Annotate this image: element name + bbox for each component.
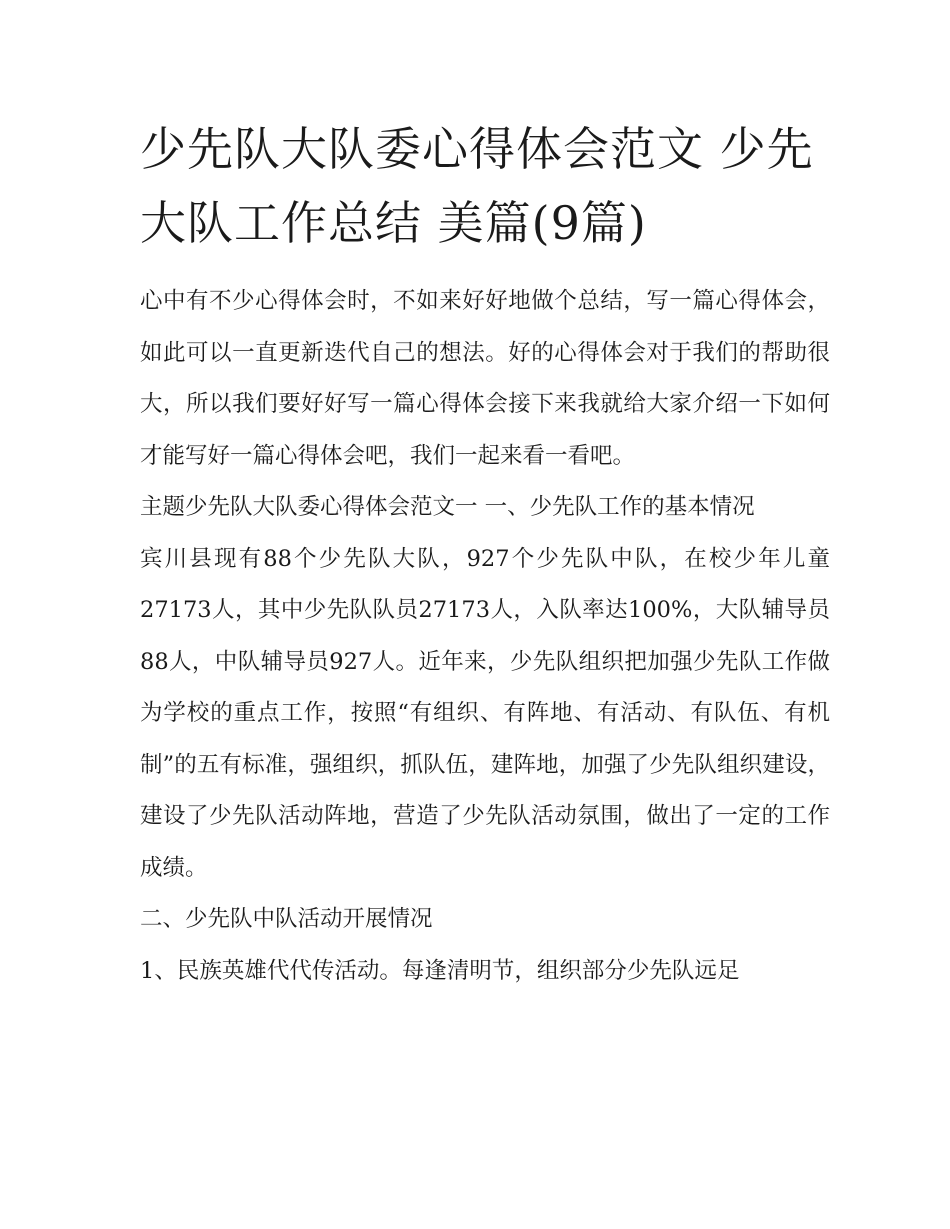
- document-page: [140, 112, 830, 997]
- document-body: [140, 276, 830, 997]
- section-heading-1: 主题少先队大队委心得体会范文一 一、少先队工作的基本情况: [140, 494, 755, 520]
- section-heading-2: 二、少先队中队活动开展情况: [140, 906, 433, 932]
- list-item-paragraph: 1、民族英雄代代传活动。每逢清明节，组织部分少先队远足: [140, 957, 740, 984]
- body-paragraph: 宾川县现有88个少先队大队，927个少先队中队，在校少年儿童27173人，其中少先队队员27173人，入队率达100%，大队辅导员88人，中队辅导员927人。近年来，少先队组织把加强少先队工作做为学校的重点工作，按照“有组织、有阵地、有活动、有队伍、有机制”的五有标准，强组织，抓队伍，建阵地，加强了少先队组织建设，建设了少先队活动阵地，营造了少先队活动氛围，做出了一定的工作成绩。: [140, 545, 830, 881]
- intro-paragraph: 心中有不少心得体会时，不如来好好地做个总结，写一篇心得体会，如此可以一直更新迭代自己的想法。好的心得体会对于我们的帮助很大，所以我们要好好写一篇心得体会接下来我就给大家介绍一下如何才能写好一篇心得体会吧，我们一起来看一看吧。: [140, 288, 830, 469]
- document-title: 少先队大队委心得体会范文 少先大队工作总结 美篇(9篇): [140, 122, 814, 250]
